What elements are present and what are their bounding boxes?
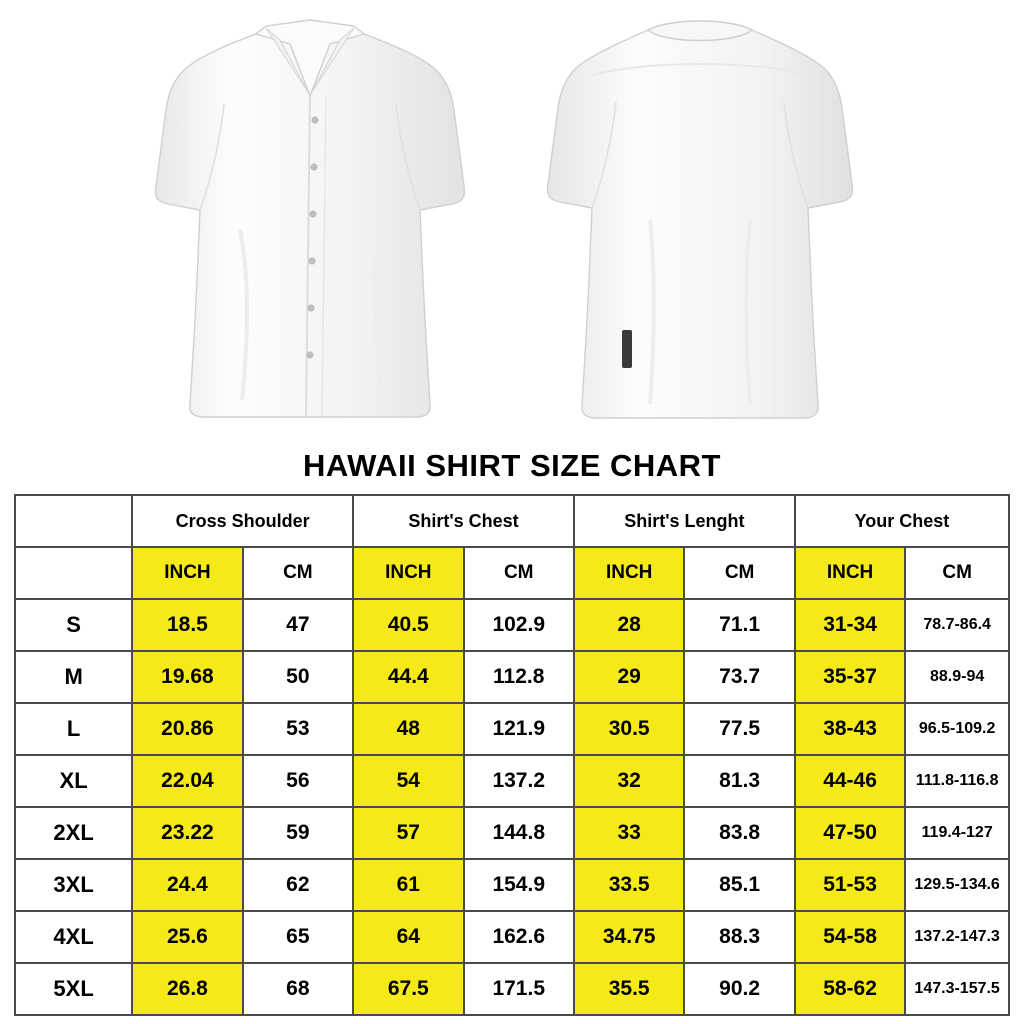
table-unit-header-row [15,547,1009,599]
row-size-label: 5XL [15,963,132,1015]
table-row [15,755,1009,807]
size-chart-table [14,494,1010,1016]
cell-chest-cm: 102.9 [464,599,574,651]
unit-header-length-inch: INCH [574,547,684,599]
cell-chest-cm: 137.2 [464,755,574,807]
unit-header-length-cm: CM [684,547,794,599]
cell-your-chest-cm: 88.9-94 [905,651,1009,703]
table-row [15,911,1009,963]
unit-corner-cell [15,547,132,599]
cell-your-chest-inch: 47-50 [795,807,905,859]
cell-length-inch: 28 [574,599,684,651]
cell-length-cm: 73.7 [684,651,794,703]
cell-chest-cm: 121.9 [464,703,574,755]
cell-length-inch: 29 [574,651,684,703]
table-row [15,807,1009,859]
cell-cross-shoulder-inch: 20.86 [132,703,242,755]
cell-length-cm: 77.5 [684,703,794,755]
cell-cross-shoulder-cm: 56 [243,755,353,807]
cell-your-chest-cm: 96.5-109.2 [905,703,1009,755]
table-body [15,599,1009,1015]
cell-cross-shoulder-cm: 47 [243,599,353,651]
table-row [15,651,1009,703]
cell-cross-shoulder-cm: 65 [243,911,353,963]
cell-your-chest-inch: 38-43 [795,703,905,755]
group-header-cross-shoulder: Cross Shoulder [132,495,353,547]
unit-header-your-chest-inch: INCH [795,547,905,599]
cell-chest-cm: 144.8 [464,807,574,859]
cell-your-chest-inch: 31-34 [795,599,905,651]
group-header-your-chest: Your Chest [795,495,1009,547]
size-chart-table-wrap [0,494,1024,1016]
cell-chest-cm: 154.9 [464,859,574,911]
cell-cross-shoulder-cm: 62 [243,859,353,911]
cell-length-inch: 33 [574,807,684,859]
cell-length-inch: 32 [574,755,684,807]
cell-your-chest-cm: 147.3-157.5 [905,963,1009,1015]
cell-your-chest-inch: 54-58 [795,911,905,963]
cell-your-chest-inch: 58-62 [795,963,905,1015]
cell-chest-inch: 64 [353,911,463,963]
row-size-label: 4XL [15,911,132,963]
table-row [15,859,1009,911]
cell-cross-shoulder-inch: 25.6 [132,911,242,963]
row-size-label: 3XL [15,859,132,911]
cell-length-cm: 81.3 [684,755,794,807]
table-group-header-row [15,495,1009,547]
cell-cross-shoulder-inch: 26.8 [132,963,242,1015]
row-size-label: M [15,651,132,703]
cell-chest-inch: 61 [353,859,463,911]
cell-cross-shoulder-inch: 22.04 [132,755,242,807]
shirt-illustrations [0,0,1024,448]
cell-length-cm: 90.2 [684,963,794,1015]
cell-cross-shoulder-inch: 23.22 [132,807,242,859]
cell-chest-inch: 54 [353,755,463,807]
cell-cross-shoulder-cm: 53 [243,703,353,755]
cell-length-inch: 33.5 [574,859,684,911]
unit-header-chest-inch: INCH [353,547,463,599]
cell-your-chest-cm: 137.2-147.3 [905,911,1009,963]
cell-length-inch: 34.75 [574,911,684,963]
cell-length-cm: 83.8 [684,807,794,859]
cell-your-chest-inch: 51-53 [795,859,905,911]
cell-length-inch: 35.5 [574,963,684,1015]
cell-chest-inch: 48 [353,703,463,755]
group-header-shirts-chest: Shirt's Chest [353,495,574,547]
table-row [15,703,1009,755]
cell-cross-shoulder-cm: 59 [243,807,353,859]
cell-your-chest-cm: 78.7-86.4 [905,599,1009,651]
unit-header-chest-cm: CM [464,547,574,599]
row-size-label: L [15,703,132,755]
cell-your-chest-cm: 129.5-134.6 [905,859,1009,911]
cell-your-chest-cm: 119.4-127 [905,807,1009,859]
row-size-label: S [15,599,132,651]
group-header-shirts-lenght: Shirt's Lenght [574,495,795,547]
cell-cross-shoulder-inch: 19.68 [132,651,242,703]
cell-cross-shoulder-inch: 18.5 [132,599,242,651]
row-size-label: XL [15,755,132,807]
cell-length-inch: 30.5 [574,703,684,755]
cell-your-chest-inch: 35-37 [795,651,905,703]
cell-your-chest-inch: 44-46 [795,755,905,807]
cell-chest-inch: 67.5 [353,963,463,1015]
cell-chest-cm: 171.5 [464,963,574,1015]
unit-header-cross-shoulder-cm: CM [243,547,353,599]
row-size-label: 2XL [15,807,132,859]
cell-length-cm: 85.1 [684,859,794,911]
cell-cross-shoulder-cm: 50 [243,651,353,703]
unit-header-your-chest-cm: CM [905,547,1009,599]
cell-length-cm: 71.1 [684,599,794,651]
corner-cell [15,495,132,547]
shirt-back-image [530,0,870,440]
shirt-front-image [140,0,480,440]
table-row [15,599,1009,651]
cell-chest-inch: 44.4 [353,651,463,703]
cell-length-cm: 88.3 [684,911,794,963]
page-title: HAWAII SHIRT SIZE CHART [303,448,721,483]
cell-cross-shoulder-cm: 68 [243,963,353,1015]
cell-cross-shoulder-inch: 24.4 [132,859,242,911]
cell-your-chest-cm: 111.8-116.8 [905,755,1009,807]
cell-chest-inch: 40.5 [353,599,463,651]
cell-chest-inch: 57 [353,807,463,859]
cell-chest-cm: 112.8 [464,651,574,703]
table-row [15,963,1009,1015]
cell-chest-cm: 162.6 [464,911,574,963]
unit-header-cross-shoulder-inch: INCH [132,547,242,599]
